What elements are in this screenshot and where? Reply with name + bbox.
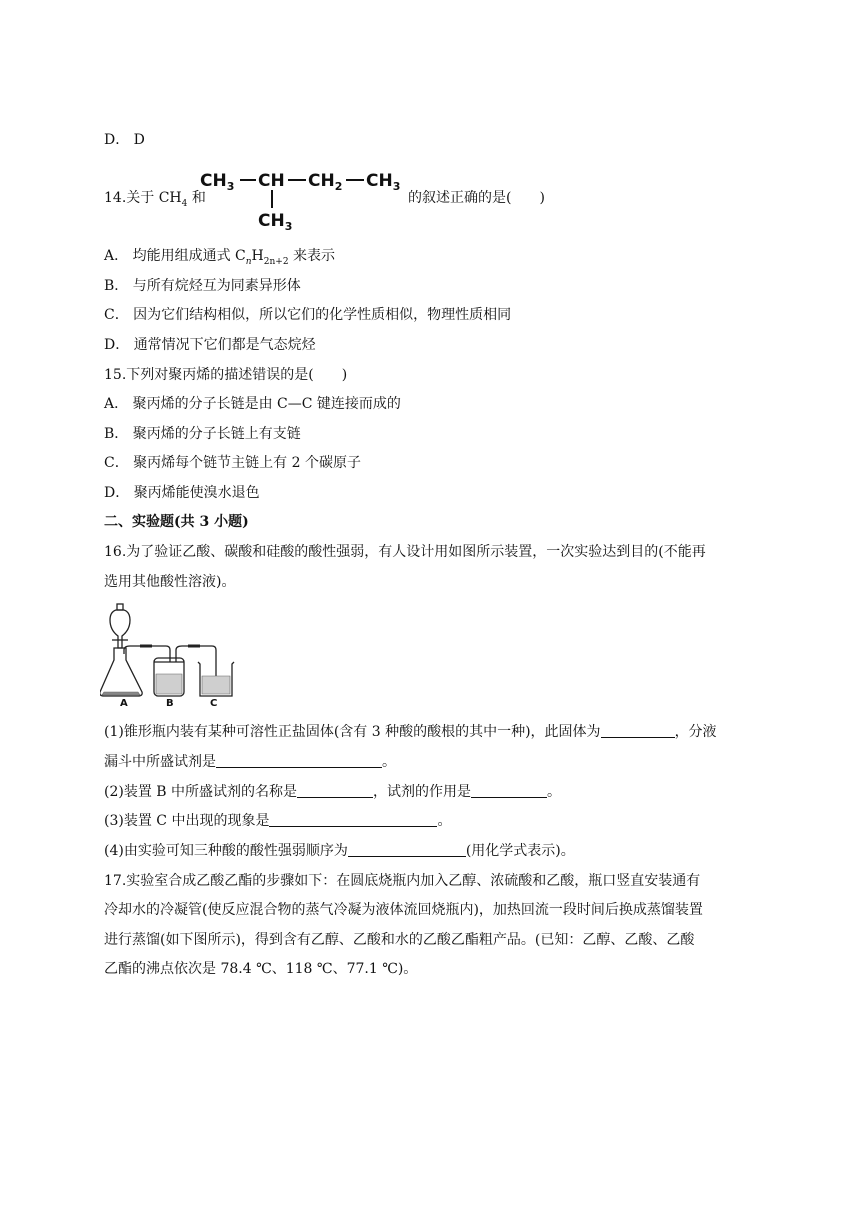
q16-sub2-blank-function[interactable] [471, 783, 547, 798]
q14-option-d [104, 335, 316, 355]
q16-sub4 [104, 841, 575, 861]
q17-line2: 冷却水的冷凝管(使反应混合物的蒸气冷凝为液体流回烧瓶内)，加热回流一段时间后换成蒸馏装置 [104, 902, 703, 918]
q14-stem-prefix [104, 188, 206, 214]
q15-option-b-label: B． [104, 426, 129, 442]
q14-option-a-mid: H [251, 248, 264, 264]
q16-sub1-blank-solid[interactable] [601, 723, 675, 738]
separatory-funnel [110, 610, 130, 648]
formula-ch: CH [258, 171, 285, 191]
q15-option-b [104, 424, 301, 444]
formula-ch3-left: $CH_3$ [200, 171, 235, 193]
q16-sub4-text-a: (4)由实验可知三种酸的酸性强弱顺序为 [104, 843, 348, 859]
q16-sub3-text-b: 。 [437, 813, 452, 829]
label-c: C [210, 698, 218, 708]
q16-sub1-text-d: 。 [382, 754, 396, 770]
flask-a [100, 648, 142, 696]
q16-sub1-blank-reagent[interactable] [216, 753, 382, 768]
q14-option-b-text: 与所有烷烃互为同素异形体 [132, 278, 301, 294]
q14-stem-suffix: 的叙述正确的是( ) [408, 190, 545, 206]
q14-option-d-label: D． [104, 337, 130, 353]
q16-sub4-text-b: (用化学式表示)。 [465, 843, 575, 859]
q16-sub2-text-a: (2)装置 B 中所盛试剂的名称是 [104, 784, 298, 800]
q15-option-c-label: C． [104, 455, 129, 471]
q14-option-a-sub1: n [245, 256, 252, 267]
q16-sub1-text-c: 漏斗中所盛试剂是 [104, 754, 216, 770]
formula-ch2: $CH_2$ [308, 171, 343, 193]
q14-prefix-sub: 4 [181, 198, 188, 209]
structural-formula-2-methylbutane [198, 160, 404, 232]
q16-sub2-text-c: 。 [547, 784, 562, 800]
section-heading-experiments: 二、实验题(共 3 小题) [104, 514, 249, 530]
q15-option-d-text: 聚丙烯能使溴水退色 [133, 485, 260, 501]
q17-line3: 进行蒸馏(如下图所示)，得到含有乙醇、乙酸和水的乙酸乙酯粗产品。(已知：乙醇、乙酸、乙酸 [104, 932, 695, 948]
q16-stem-line2: 选用其他酸性溶液)。 [104, 574, 236, 590]
q14-option-a-text-pre: 均能用组成通式 C [132, 248, 246, 264]
q15-option-a-text: 聚丙烯的分子长链是由 C—C 键连接而成的 [132, 396, 401, 412]
liquid-b [156, 674, 182, 694]
q15-option-c [104, 453, 361, 473]
formula-ch3-branch: $CH_3$ [258, 211, 293, 232]
q14-option-a-text-post: 来表示 [288, 248, 336, 264]
q15-option-d [104, 483, 260, 503]
q16-sub4-blank-order[interactable] [348, 842, 466, 857]
liquid-c [202, 676, 230, 694]
q16-sub1-text-b: ，分液 [674, 724, 717, 740]
q15-option-d-label: D． [104, 485, 130, 501]
q14-option-d-text: 通常情况下它们都是气态烷烃 [133, 337, 316, 353]
tube-a-b [124, 646, 170, 662]
q14-option-c-label: C． [104, 307, 129, 323]
q16-stem-line1: 16.为了验证乙酸、碳酸和硅酸的酸性强弱，有人设计用如图所示装置，一次实验达到目的(不能再 [104, 544, 706, 560]
q15-option-c-text: 聚丙烯每个链节主链上有 2 个碳原子 [133, 455, 361, 471]
q14-option-b-label: B． [104, 278, 129, 294]
q14-prefix-and: 和 [187, 190, 206, 206]
q14-option-b [104, 276, 301, 296]
q17-line1: 17.实验室合成乙酸乙酯的步骤如下：在圆底烧瓶内加入乙醇、浓硫酸和乙酸，瓶口竖直安装通有 [104, 873, 701, 889]
label-b: B [166, 698, 174, 708]
q16-sub2-text-b: ，试剂的作用是 [373, 784, 472, 800]
q16-sub2 [104, 782, 561, 802]
q15-option-b-text: 聚丙烯的分子长链上有支链 [132, 426, 301, 442]
apparatus-diagram [100, 602, 240, 708]
q16-sub3 [104, 811, 451, 831]
q15-option-a-label: A． [104, 396, 129, 412]
q16-sub1-line2 [104, 752, 396, 772]
q16-sub1-line1 [104, 722, 717, 742]
q14-option-c [104, 305, 511, 325]
q16-sub1-text-a: (1)锥形瓶内装有某种可溶性正盐固体(含有 3 种酸的酸根的其中一种)，此固体为 [104, 724, 601, 740]
q15-option-a [104, 394, 401, 414]
label-a: A [120, 698, 128, 708]
solid-a [102, 692, 140, 695]
option-d-previous: D． D [104, 132, 145, 148]
funnel-stopper [117, 604, 123, 610]
q15-stem: 15.下列对聚丙烯的描述错误的是( ) [104, 367, 348, 383]
q16-sub2-blank-name[interactable] [297, 783, 373, 798]
q17-line4: 乙酯的沸点依次是 78.4 ℃、118 ℃、77.1 ℃)。 [104, 961, 418, 977]
q14-option-a-sub2: 2n+2 [263, 256, 289, 267]
q14-option-a-label: A． [104, 248, 129, 264]
q16-sub3-blank-phenomenon[interactable] [269, 812, 437, 827]
q14-option-c-text: 因为它们结构相似，所以它们的化学性质相似，物理性质相同 [133, 307, 512, 323]
q14-option-a [104, 246, 335, 272]
formula-ch3-right: $CH_3$ [366, 171, 401, 193]
q16-sub3-text-a: (3)装置 C 中出现的现象是 [104, 813, 270, 829]
q14-prefix-text: 14.关于 CH [104, 190, 182, 206]
